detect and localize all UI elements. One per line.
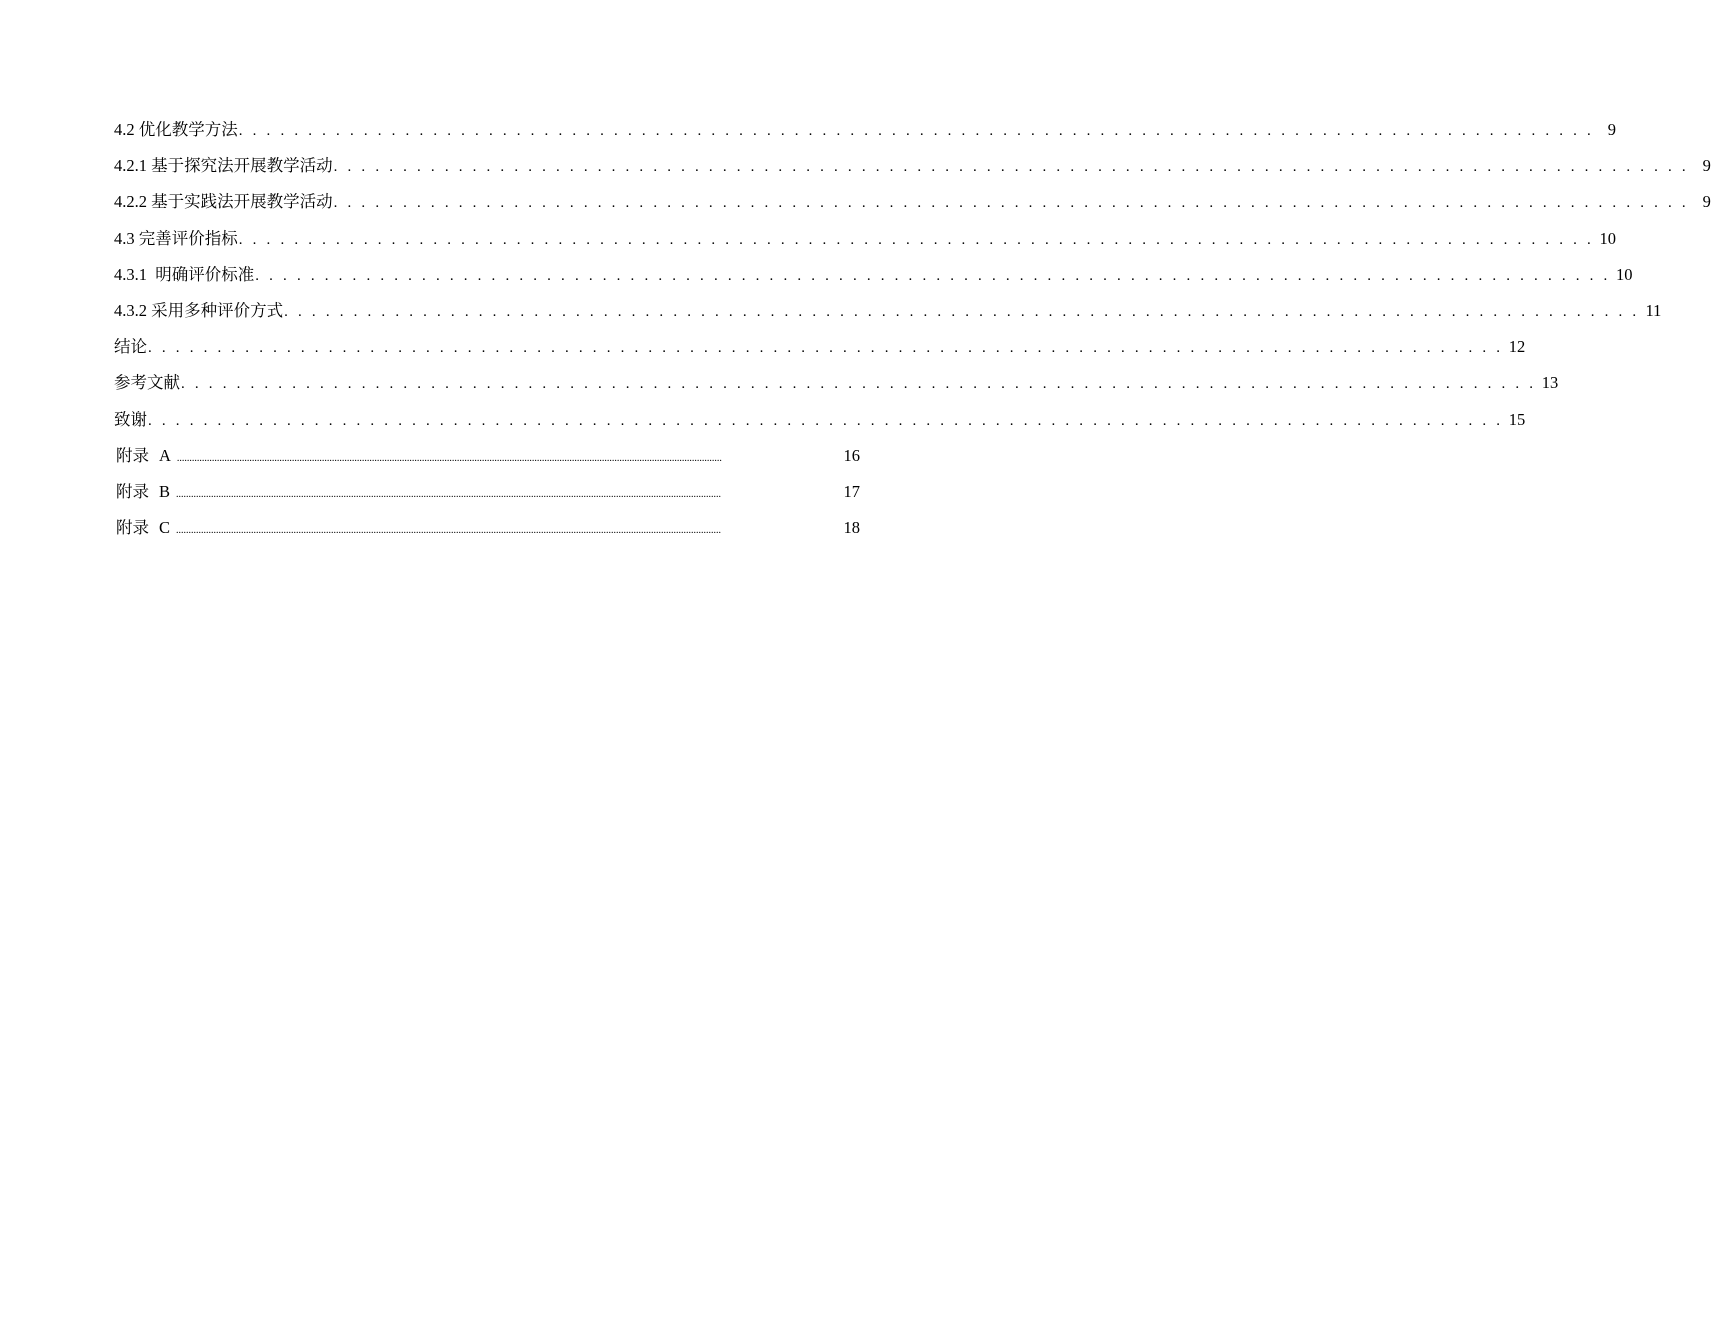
toc-entry-title: 4.3.1 明确评价标准 [114,264,255,284]
toc-entry-appendix-c[interactable] [114,510,860,546]
appendix-letter: B [159,481,171,501]
toc-entry-title [114,510,170,546]
appendix-label: 附录 [116,518,149,538]
toc-entry-appendix-a[interactable] [114,438,860,474]
dot-leader: . . . . . . . . . . . . . . . . . . . . . . . . . . . . . . . . . . . . . . . . . . . . . . . . . . . . . . . . . . . . . . . . . . . . . . . . . . . . . . . . . . . . . . . . . . . . . . . . . . [255,267,1611,284]
toc-entry-4-2[interactable] [114,112,1616,148]
dot-leader: .......................................................................................................................................................................................................................... [176,488,722,500]
toc-entry-title: 4.2.1 基于探究法开展教学活动 [114,156,333,176]
appendix-letter: A [159,445,171,465]
toc-entry-title: 4.3 完善评价指标 [114,228,238,248]
toc-entry-4-2-1[interactable] [114,148,1711,184]
appendix-letter: C [159,518,171,538]
toc-entry-page: 18 [843,518,860,538]
toc-entry-acknowledgements[interactable] [114,402,1526,438]
toc-entry-title: 4.2.2 基于实践法开展教学活动 [114,192,333,212]
dot-leader: . . . . . . . . . . . . . . . . . . . . . . . . . . . . . . . . . . . . . . . . . . . . . . . . . . . . . . . . . . . . . . . . . . . . . . . . . . . . . . . . . . . . . . . . . . . . . . . . . . [148,340,1504,357]
dot-leader: . . . . . . . . . . . . . . . . . . . . . . . . . . . . . . . . . . . . . . . . . . . . . . . . . . . . . . . . . . . . . . . . . . . . . . . . . . . . . . . . . . . . . . . . . . . . . . . . . . [333,159,1689,176]
dot-leader: .......................................................................................................................................................................................................................... [176,452,722,464]
toc-entry-page: 17 [843,481,860,501]
toc-entry-page: 16 [843,445,860,465]
toc-entry-page: 13 [1541,373,1559,393]
toc-entry-references[interactable] [114,365,1559,401]
toc-entry-page: 9 [1607,120,1616,139]
toc-entry-page: 10 [1599,228,1616,248]
toc-entry-title: 致谢 [114,409,147,429]
toc-entry-title [114,438,171,474]
appendix-label: 附录 [116,445,149,465]
dot-leader: . . . . . . . . . . . . . . . . . . . . . . . . . . . . . . . . . . . . . . . . . . . . . . . . . . . . . . . . . . . . . . . . . . . . . . . . . . . . . . . . . . . . . . . . . . . . . . . . . . [148,412,1504,429]
toc-entry-4-3-1[interactable] [114,257,1633,293]
toc-entry-page: 15 [1508,409,1526,429]
toc-entry-4-3-2[interactable] [114,293,1662,329]
toc-entry-title [114,474,170,510]
dot-leader: . . . . . . . . . . . . . . . . . . . . . . . . . . . . . . . . . . . . . . . . . . . . . . . . . . . . . . . . . . . . . . . . . . . . . . . . . . . . . . . . . . . . . . . . . . . . . . . . . . [238,123,1594,139]
toc-entry-page: 10 [1616,264,1633,284]
dot-leader: . . . . . . . . . . . . . . . . . . . . . . . . . . . . . . . . . . . . . . . . . . . . . . . . . . . . . . . . . . . . . . . . . . . . . . . . . . . . . . . . . . . . . . . . . . . . . . . . . . [333,195,1689,212]
toc-entry-page: 9 [1702,192,1711,212]
toc-entry-conclusion[interactable] [114,329,1526,365]
toc-entry-appendix-b[interactable] [114,474,860,510]
appendix-label: 附录 [116,481,149,501]
toc-entry-title: 4.2 优化教学方法 [114,120,238,139]
dot-leader: . . . . . . . . . . . . . . . . . . . . . . . . . . . . . . . . . . . . . . . . . . . . . . . . . . . . . . . . . . . . . . . . . . . . . . . . . . . . . . . . . . . . . . . . . . . . . . . . . . [181,376,1537,393]
toc-entry-4-2-2[interactable] [114,184,1711,220]
toc-entry-title: 结论 [114,337,147,357]
table-of-contents [114,112,1711,546]
toc-entry-title: 4.3.2 采用多种评价方式 [114,300,284,320]
dot-leader: . . . . . . . . . . . . . . . . . . . . . . . . . . . . . . . . . . . . . . . . . . . . . . . . . . . . . . . . . . . . . . . . . . . . . . . . . . . . . . . . . . . . . . . . . . . . . . . . . . [238,231,1594,248]
toc-entry-page: 11 [1645,300,1662,320]
toc-entry-page: 12 [1508,337,1526,357]
toc-entry-4-3[interactable] [114,221,1616,257]
toc-entry-page: 9 [1702,156,1711,176]
toc-entry-title: 参考文献 [114,373,180,393]
dot-leader: .......................................................................................................................................................................................................................... [176,525,722,537]
dot-leader: . . . . . . . . . . . . . . . . . . . . . . . . . . . . . . . . . . . . . . . . . . . . . . . . . . . . . . . . . . . . . . . . . . . . . . . . . . . . . . . . . . . . . . . . . . . . . . . . . . [284,303,1640,320]
